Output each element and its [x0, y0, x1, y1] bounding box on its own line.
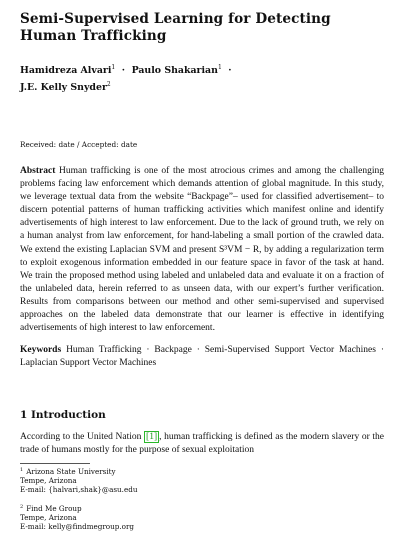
author-name: J.E. Kelly Snyder — [20, 82, 107, 93]
intro-text: , human trafficking is defined as the modern slavery or the trade of humans mostly for the purpose of sexual exploitation — [20, 432, 385, 456]
keywords-label: Keywords — [20, 345, 62, 355]
intro-text: According to the United Nation — [20, 432, 142, 442]
citation-link[interactable]: [1] — [146, 432, 158, 442]
footnote-email: E-mail: kelly@findmegroup.org — [20, 522, 135, 531]
affiliation-mark: 1 — [111, 64, 116, 71]
paper-title: Semi-Supervised Learning for Detecting Human Trafficking — [20, 11, 331, 44]
author-separator: · — [118, 65, 129, 76]
footnote-mark: 1 — [20, 467, 24, 473]
footnote-line: Find Me Group — [26, 504, 82, 513]
abstract-text: Human trafficking is one of the most atrocious crimes and among the challenging problems facing law enforcement which demands attention of global magnitude. In this study, we leverage textual data from the website “Backpage”– used for classified advertisement– to discern potential patterns of human trafficking activities which manifest online and identify advertisements of high interest to law enforcement. Due to the lack of ground truth, we rely on a human analyst from law enforcement, for hand-labeling a small portion of the crawled data. We extend the existing Laplacian SVM and present S³VM − R, by adding a regularization term to exploit exogenous information embedded in our feature space in favor of the task at hand. We train the proposed method using labeled and unlabeled data and evaluate it on a fraction of the unlabeled data, herein referred to as unseen data, with our expert’s further verification. Results from comparisons between our method and other semi-supervised and supervised approaches on the labeled data demonstrate that our learner is effective in identifying advertisements of high interest to law enforcement. — [20, 166, 385, 334]
footnote-line: Tempe, Arizona — [20, 513, 77, 522]
author-name: Hamidreza Alvari — [20, 65, 112, 76]
intro-paragraph — [20, 431, 384, 457]
footnote-affiliation-2 — [20, 503, 134, 531]
abstract — [20, 165, 384, 335]
keywords-text: Human Trafficking · Backpage · Semi-Supervised Support Vector Machines · Laplacian Support Vector Machines — [20, 345, 385, 369]
author-list — [20, 61, 360, 95]
abstract-label: Abstract — [20, 166, 56, 176]
received-dates: Received: date / Accepted: date — [20, 140, 138, 149]
section-heading: 1 Introduction — [20, 409, 106, 421]
keywords — [20, 344, 384, 370]
author-separator: · — [225, 65, 232, 76]
footnote-affiliation-1 — [20, 466, 137, 494]
affiliation-mark: 1 — [217, 64, 222, 71]
footnote-line: Tempe, Arizona — [20, 476, 77, 485]
footnote-rule — [20, 463, 90, 464]
author-name: Paulo Shakarian — [131, 65, 218, 76]
footnote-line: Arizona State University — [26, 467, 116, 476]
footnote-mark: 2 — [20, 504, 24, 510]
affiliation-mark: 2 — [106, 81, 111, 88]
footnote-email: E-mail: {halvari,shak}@asu.edu — [20, 485, 138, 494]
